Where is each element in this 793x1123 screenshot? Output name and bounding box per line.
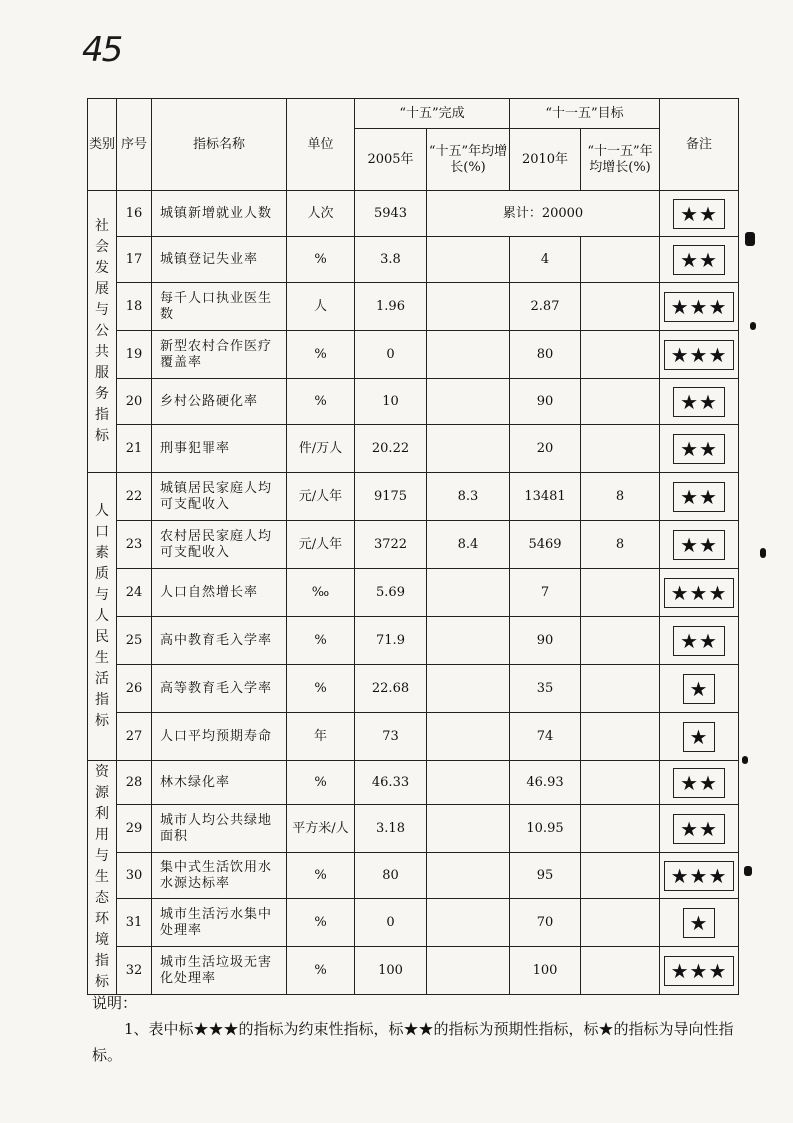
indicator-name-cell: 集中式生活饮用水水源达标率: [152, 853, 287, 899]
table-row: [88, 473, 739, 521]
growth-15-cell: 8.3: [427, 473, 510, 521]
star-rating: ★★★: [664, 578, 735, 608]
header-growth-15: “十五”年均增长(%): [427, 129, 510, 191]
star-rating: ★★★: [664, 956, 735, 986]
value-2005-cell: 80: [355, 853, 427, 899]
header-remark: 备注: [660, 99, 739, 191]
indicator-name-cell: 每千人口执业医生数: [152, 283, 287, 331]
indicator-name-cell: 城市生活垃圾无害化处理率: [152, 947, 287, 995]
target-2010-cell: 10.95: [510, 805, 581, 853]
remark-cell: [660, 521, 739, 569]
table-row: [88, 569, 739, 617]
value-2005-cell: 9175: [355, 473, 427, 521]
indicator-table: [87, 98, 739, 995]
unit-cell: %: [287, 237, 355, 283]
star-rating: ★★: [673, 245, 725, 275]
header-name: 指标名称: [152, 99, 287, 191]
header-2005: 2005年: [355, 129, 427, 191]
unit-cell: 人: [287, 283, 355, 331]
unit-cell: %: [287, 379, 355, 425]
remark-cell: [660, 425, 739, 473]
scan-mark: [750, 322, 756, 330]
table-row: [88, 191, 739, 237]
target-2010-cell: 90: [510, 617, 581, 665]
growth-115-cell: 8: [581, 521, 660, 569]
seq-cell: 29: [117, 805, 152, 853]
indicator-name-cell: 城镇登记失业率: [152, 237, 287, 283]
table-row: [88, 947, 739, 995]
remark-cell: [660, 713, 739, 761]
remark-cell: [660, 947, 739, 995]
unit-cell: %: [287, 331, 355, 379]
seq-cell: 27: [117, 713, 152, 761]
growth-15-cell: [427, 713, 510, 761]
category-label: 社会发展与公共服务指标: [95, 218, 109, 444]
target-2010-cell: 80: [510, 331, 581, 379]
indicator-name-cell: 高中教育毛入学率: [152, 617, 287, 665]
seq-cell: 16: [117, 191, 152, 237]
growth-115-cell: [581, 899, 660, 947]
target-2010-cell: 2.87: [510, 283, 581, 331]
table-row: [88, 283, 739, 331]
table-row: [88, 331, 739, 379]
seq-cell: 20: [117, 379, 152, 425]
growth-115-cell: [581, 805, 660, 853]
value-2005-cell: 0: [355, 899, 427, 947]
category-cell: [88, 473, 117, 761]
scan-mark: [744, 866, 752, 876]
indicator-name-cell: 刑事犯罪率: [152, 425, 287, 473]
scan-mark: [742, 756, 748, 764]
growth-115-cell: [581, 569, 660, 617]
notes-line-1: 1、表中标★★★的指标为约束性指标，标★★的指标为预期性指标，标★的指标为导向性指标。: [92, 1020, 734, 1064]
star-rating: ★★: [673, 768, 725, 798]
header-2010: 2010年: [510, 129, 581, 191]
remark-cell: [660, 473, 739, 521]
growth-15-cell: [427, 617, 510, 665]
growth-15-cell: [427, 761, 510, 805]
star-rating: ★★★: [664, 340, 735, 370]
indicator-name-cell: 城市人均公共绿地面积: [152, 805, 287, 853]
remark-cell: [660, 191, 739, 237]
value-2005-cell: 3722: [355, 521, 427, 569]
notes-section: [92, 990, 752, 1068]
notes-title: 说明：: [92, 994, 138, 1012]
indicator-name-cell: 城镇居民家庭人均可支配收入: [152, 473, 287, 521]
target-2010-merged-cell: 累计：20000: [427, 191, 660, 237]
page-number-mark: 45: [82, 30, 122, 70]
target-2010-cell: 20: [510, 425, 581, 473]
star-rating: ★: [683, 908, 716, 938]
unit-cell: 件/万人: [287, 425, 355, 473]
seq-cell: 25: [117, 617, 152, 665]
unit-cell: 元/人年: [287, 473, 355, 521]
remark-cell: [660, 853, 739, 899]
value-2005-cell: 1.96: [355, 283, 427, 331]
seq-cell: 31: [117, 899, 152, 947]
indicator-name-cell: 城镇新增就业人数: [152, 191, 287, 237]
star-rating: ★★★: [664, 861, 735, 891]
value-2005-cell: 10: [355, 379, 427, 425]
header-group-15: “十五”完成: [355, 99, 510, 129]
value-2005-cell: 20.22: [355, 425, 427, 473]
remark-cell: [660, 569, 739, 617]
seq-cell: 22: [117, 473, 152, 521]
header-group-115: “十一五”目标: [510, 99, 660, 129]
seq-cell: 19: [117, 331, 152, 379]
indicator-name-cell: 人口平均预期寿命: [152, 713, 287, 761]
category-label: 人口素质与人民生活指标: [95, 503, 109, 729]
growth-15-cell: [427, 569, 510, 617]
unit-cell: ‰: [287, 569, 355, 617]
growth-115-cell: [581, 947, 660, 995]
star-rating: ★: [683, 722, 716, 752]
unit-cell: %: [287, 947, 355, 995]
unit-cell: %: [287, 899, 355, 947]
value-2005-cell: 5.69: [355, 569, 427, 617]
growth-15-cell: [427, 899, 510, 947]
remark-cell: [660, 237, 739, 283]
indicator-name-cell: 林木绿化率: [152, 761, 287, 805]
table-row: [88, 425, 739, 473]
star-rating: ★★: [673, 434, 725, 464]
value-2005-cell: 100: [355, 947, 427, 995]
star-rating: ★★★: [664, 292, 735, 322]
target-2010-cell: 100: [510, 947, 581, 995]
value-2005-cell: 3.18: [355, 805, 427, 853]
indicator-table-body: [88, 191, 739, 995]
growth-15-cell: [427, 237, 510, 283]
seq-cell: 30: [117, 853, 152, 899]
unit-cell: 人次: [287, 191, 355, 237]
table-row: [88, 665, 739, 713]
category-label: 资源利用与生态环境指标: [95, 764, 109, 990]
target-2010-cell: 5469: [510, 521, 581, 569]
growth-15-cell: [427, 331, 510, 379]
table-row: [88, 899, 739, 947]
unit-cell: 年: [287, 713, 355, 761]
indicator-name-cell: 城市生活污水集中处理率: [152, 899, 287, 947]
value-2005-cell: 0: [355, 331, 427, 379]
value-2005-cell: 71.9: [355, 617, 427, 665]
indicator-name-cell: 乡村公路硬化率: [152, 379, 287, 425]
remark-cell: [660, 761, 739, 805]
target-2010-cell: 46.93: [510, 761, 581, 805]
growth-15-cell: [427, 853, 510, 899]
growth-115-cell: [581, 237, 660, 283]
star-rating: ★★: [673, 482, 725, 512]
table-row: [88, 237, 739, 283]
growth-115-cell: [581, 665, 660, 713]
star-rating: ★★: [673, 199, 725, 229]
table-row: [88, 853, 739, 899]
growth-115-cell: [581, 853, 660, 899]
indicator-name-cell: 新型农村合作医疗覆盖率: [152, 331, 287, 379]
growth-115-cell: [581, 425, 660, 473]
table-row: [88, 805, 739, 853]
category-cell: [88, 191, 117, 473]
seq-cell: 18: [117, 283, 152, 331]
remark-cell: [660, 331, 739, 379]
star-rating: ★★: [673, 530, 725, 560]
unit-cell: 元/人年: [287, 521, 355, 569]
table-row: [88, 713, 739, 761]
growth-115-cell: 8: [581, 473, 660, 521]
value-2005-cell: 22.68: [355, 665, 427, 713]
indicator-name-cell: 农村居民家庭人均可支配收入: [152, 521, 287, 569]
growth-115-cell: [581, 713, 660, 761]
target-2010-cell: 90: [510, 379, 581, 425]
growth-15-cell: 8.4: [427, 521, 510, 569]
value-2005-cell: 3.8: [355, 237, 427, 283]
star-rating: ★★: [673, 814, 725, 844]
target-2010-cell: 70: [510, 899, 581, 947]
value-2005-cell: 46.33: [355, 761, 427, 805]
seq-cell: 17: [117, 237, 152, 283]
growth-15-cell: [427, 425, 510, 473]
growth-115-cell: [581, 617, 660, 665]
seq-cell: 32: [117, 947, 152, 995]
header-unit: 单位: [287, 99, 355, 191]
seq-cell: 28: [117, 761, 152, 805]
growth-15-cell: [427, 805, 510, 853]
category-cell: [88, 761, 117, 995]
table-row: [88, 617, 739, 665]
target-2010-cell: 95: [510, 853, 581, 899]
growth-15-cell: [427, 947, 510, 995]
growth-15-cell: [427, 283, 510, 331]
header-category: 类别: [88, 99, 117, 191]
value-2005-cell: 73: [355, 713, 427, 761]
indicator-name-cell: 高等教育毛入学率: [152, 665, 287, 713]
remark-cell: [660, 617, 739, 665]
target-2010-cell: 74: [510, 713, 581, 761]
star-rating: ★★: [673, 626, 725, 656]
table-row: [88, 521, 739, 569]
remark-cell: [660, 805, 739, 853]
indicator-table-container: [87, 98, 739, 995]
table-row: [88, 761, 739, 805]
target-2010-cell: 7: [510, 569, 581, 617]
unit-cell: %: [287, 853, 355, 899]
growth-115-cell: [581, 331, 660, 379]
scan-mark: [760, 548, 766, 558]
unit-cell: %: [287, 761, 355, 805]
remark-cell: [660, 283, 739, 331]
value-2005-cell: 5943: [355, 191, 427, 237]
scan-mark: [745, 232, 755, 246]
seq-cell: 23: [117, 521, 152, 569]
header-seq: 序号: [117, 99, 152, 191]
unit-cell: %: [287, 665, 355, 713]
growth-15-cell: [427, 665, 510, 713]
unit-cell: 平方米/人: [287, 805, 355, 853]
seq-cell: 26: [117, 665, 152, 713]
growth-115-cell: [581, 379, 660, 425]
growth-15-cell: [427, 379, 510, 425]
table-row: [88, 379, 739, 425]
unit-cell: %: [287, 617, 355, 665]
target-2010-cell: 4: [510, 237, 581, 283]
header-growth-115: “十一五”年均增长(%): [581, 129, 660, 191]
target-2010-cell: 35: [510, 665, 581, 713]
indicator-name-cell: 人口自然增长率: [152, 569, 287, 617]
seq-cell: 21: [117, 425, 152, 473]
seq-cell: 24: [117, 569, 152, 617]
remark-cell: [660, 665, 739, 713]
growth-115-cell: [581, 283, 660, 331]
target-2010-cell: 13481: [510, 473, 581, 521]
star-rating: ★: [683, 674, 716, 704]
growth-115-cell: [581, 761, 660, 805]
remark-cell: [660, 379, 739, 425]
remark-cell: [660, 899, 739, 947]
star-rating: ★★: [673, 387, 725, 417]
